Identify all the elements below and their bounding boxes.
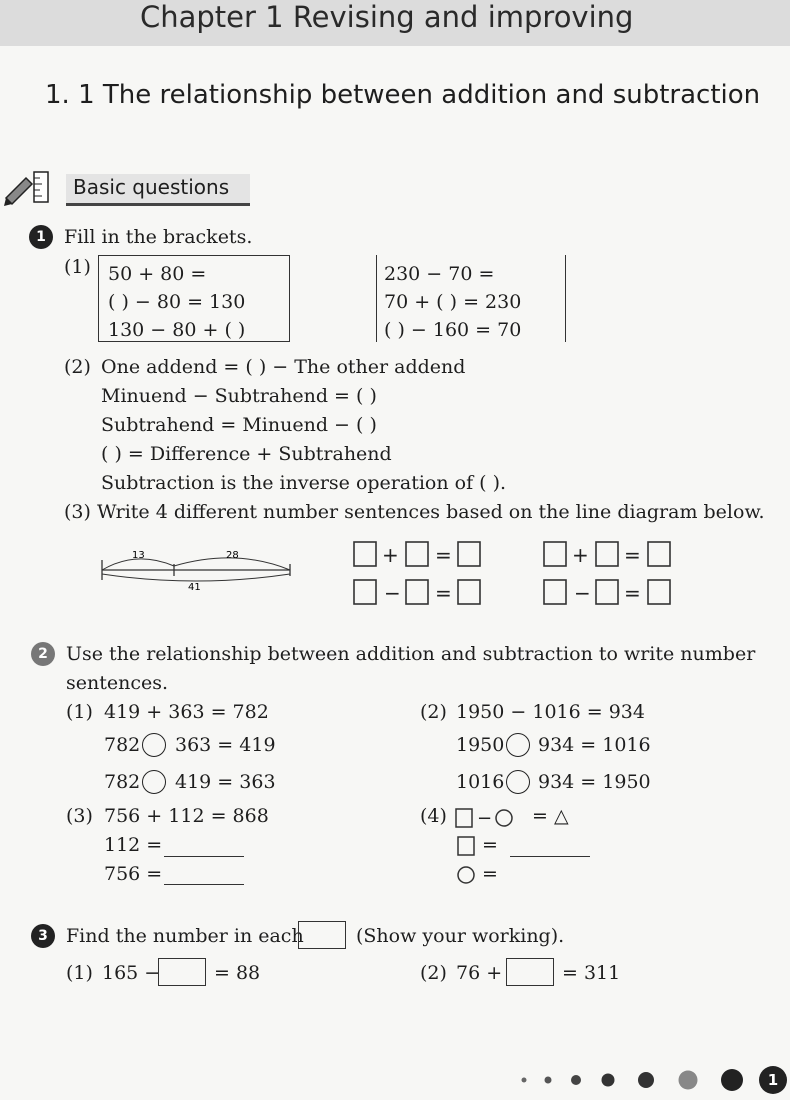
q1-part3-text: (3) Write 4 different number sentences based on the line diagram below. bbox=[64, 501, 765, 523]
answer-blank-line[interactable] bbox=[510, 856, 590, 857]
q1-part2-line-5: Subtraction is the inverse operation of ( ). bbox=[101, 472, 507, 494]
basic-questions-label: Basic questions bbox=[73, 175, 230, 199]
circle-shape bbox=[456, 863, 478, 887]
footer-dot-decoration bbox=[510, 1064, 790, 1096]
q2-prompt-line-1: Use the relationship between addition and subtraction to write number bbox=[66, 643, 756, 665]
line-diagram bbox=[96, 544, 296, 594]
q1-left-line-1: 50 + 80 = bbox=[108, 263, 207, 285]
q2-p2-equation: 1950 − 1016 = 934 bbox=[456, 701, 645, 723]
q2-p3b: 756 = bbox=[104, 863, 163, 885]
q2-p1a-right: 363 = 419 bbox=[175, 734, 276, 756]
q1-right-line-1: 230 − 70 = bbox=[384, 263, 495, 285]
svg-text:−: − bbox=[574, 581, 591, 605]
square-minus-circle-shapes bbox=[454, 806, 534, 830]
svg-text:+: + bbox=[572, 543, 589, 567]
q1-prompt: Fill in the brackets. bbox=[64, 226, 253, 248]
q1-part2-line-3: Subtrahend = Minuend − ( ) bbox=[101, 414, 377, 436]
q1-part2-line-4: ( ) = Difference + Subtrahend bbox=[101, 443, 392, 465]
answer-blank-line[interactable] bbox=[164, 856, 244, 857]
example-answer-box bbox=[298, 921, 346, 949]
q2-p1a-left: 782 bbox=[104, 734, 141, 756]
operator-circle-blank[interactable] bbox=[142, 733, 166, 757]
diagram-label-13: 13 bbox=[132, 550, 145, 561]
q3-prompt-b: (Show your working). bbox=[356, 925, 565, 947]
q1-part2-line-1: One addend = ( ) − The other addend bbox=[101, 356, 466, 378]
operator-circle-blank[interactable] bbox=[142, 770, 166, 794]
svg-text:=: = bbox=[435, 543, 452, 567]
question-3-badge: 3 bbox=[31, 924, 55, 948]
svg-text:=: = bbox=[435, 581, 452, 605]
q3-p1-right: = 88 bbox=[214, 962, 261, 984]
q1-left-line-2: ( ) − 80 = 130 bbox=[108, 291, 246, 313]
q2-p3a: 112 = bbox=[104, 834, 163, 856]
q1-left-line-3: 130 − 80 + ( ) bbox=[108, 319, 246, 341]
q1-right-line-3: ( ) − 160 = 70 bbox=[384, 319, 522, 341]
q1-part2-line-2: Minuend − Subtrahend = ( ) bbox=[101, 385, 377, 407]
diagram-label-28: 28 bbox=[226, 550, 239, 561]
diagram-label-41: 41 bbox=[188, 582, 201, 593]
svg-text:−: − bbox=[477, 808, 493, 829]
q3-p1-label: (1) bbox=[66, 962, 93, 984]
svg-text:=: = bbox=[624, 581, 641, 605]
page-number: 1 bbox=[759, 1066, 787, 1094]
q2-p1b-left: 782 bbox=[104, 771, 141, 793]
question-2-badge: 2 bbox=[31, 642, 55, 666]
q3-p2-right: = 311 bbox=[562, 962, 621, 984]
q2-p1-label: (1) bbox=[66, 701, 93, 723]
operator-circle-blank[interactable] bbox=[506, 770, 530, 794]
chapter-title: Chapter 1 Revising and improving bbox=[140, 0, 634, 34]
answer-blank-line[interactable] bbox=[164, 884, 244, 885]
q3-p2-label: (2) bbox=[420, 962, 447, 984]
q2-p2a-right: 934 = 1016 bbox=[538, 734, 651, 756]
q2-p4-equation-tail: = △ bbox=[532, 805, 569, 827]
q3-p1-left: 165 − bbox=[102, 962, 161, 984]
q2-p3-label: (3) bbox=[66, 805, 93, 827]
q2-p2a-left: 1950 bbox=[456, 734, 505, 756]
q2-p2b-right: 934 = 1950 bbox=[538, 771, 651, 793]
question-1-badge: 1 bbox=[29, 225, 53, 249]
q1-part1-label: (1) bbox=[64, 256, 91, 278]
pencil-ruler-icon bbox=[2, 168, 62, 208]
answer-template-grid bbox=[350, 538, 680, 610]
svg-text:=: = bbox=[624, 543, 641, 567]
q2-p4-label: (4) bbox=[420, 805, 447, 827]
q2-p3-equation: 756 + 112 = 868 bbox=[104, 805, 269, 827]
q3-prompt-a: Find the number in each bbox=[66, 925, 304, 947]
section-title: 1. 1 The relationship between addition and subtraction bbox=[45, 80, 761, 110]
q2-prompt-line-2: sentences. bbox=[66, 672, 169, 694]
q3-p2-left: 76 + bbox=[456, 962, 503, 984]
q2-p2-label: (2) bbox=[420, 701, 447, 723]
svg-text:+: + bbox=[382, 543, 399, 567]
q2-p1b-right: 419 = 363 bbox=[175, 771, 276, 793]
q2-p4b-equals: = bbox=[482, 863, 498, 885]
q2-p1-equation: 419 + 363 = 782 bbox=[104, 701, 269, 723]
svg-text:−: − bbox=[384, 581, 401, 605]
answer-box[interactable] bbox=[158, 958, 206, 986]
answer-box[interactable] bbox=[506, 958, 554, 986]
operator-circle-blank[interactable] bbox=[506, 733, 530, 757]
q2-p4a-equals: = bbox=[482, 834, 498, 856]
q1-part2-label: (2) bbox=[64, 356, 91, 378]
square-shape bbox=[456, 834, 478, 858]
q2-p2b-left: 1016 bbox=[456, 771, 505, 793]
q1-right-line-2: 70 + ( ) = 230 bbox=[384, 291, 522, 313]
